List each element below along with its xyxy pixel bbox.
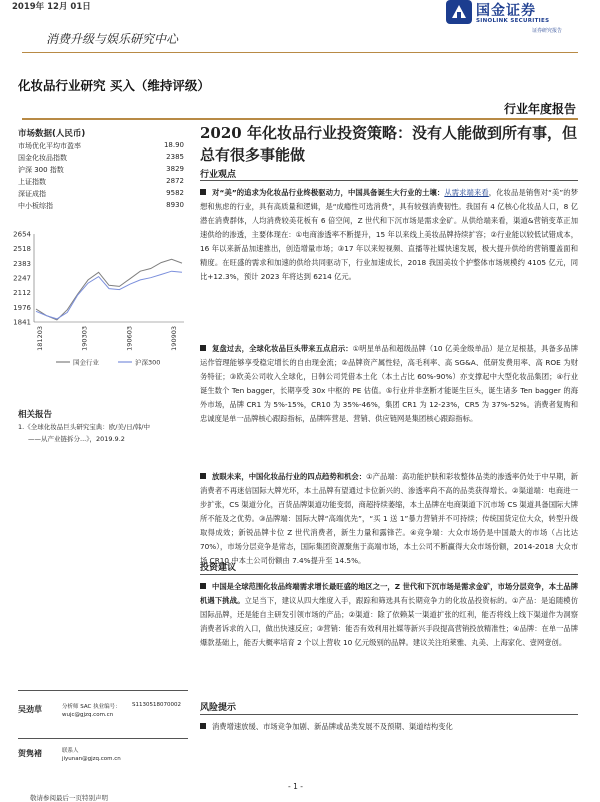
header-divider-bottom (22, 118, 578, 120)
x-tick-label: 190603 (125, 326, 134, 351)
y-tick-label: 2518 (13, 245, 31, 254)
section-title-risks: 风险提示 (200, 703, 237, 713)
index-line-chart (4, 226, 190, 376)
x-tick-label: 190303 (80, 326, 89, 351)
y-tick-label: 2654 (13, 230, 31, 239)
y-tick-label: 2383 (13, 259, 31, 268)
market-row (18, 189, 184, 200)
paragraph-risks (200, 720, 578, 734)
market-value: 2872 (166, 177, 184, 185)
logo-subtitle: 证券研究报告 (532, 28, 563, 34)
related-report-line[interactable]: 1.《全球化妆品巨头研究宝典：欧/美/日/韩/中 (18, 423, 150, 431)
market-row (18, 141, 184, 152)
section-title-advice: 投资建议 (200, 563, 237, 573)
market-value: 8930 (166, 201, 184, 209)
paragraph-lead: 放眼未来，中国化妆品行业的四点趋势和机会： (212, 472, 367, 481)
paragraph-trends (200, 470, 578, 568)
y-tick-label: 1841 (13, 318, 31, 327)
logo-mark-icon (446, 0, 472, 24)
market-label: 上证指数 (18, 178, 46, 186)
related-report-line[interactable]: ——从产业链拆分...》，2019.9.2 (28, 435, 125, 443)
paragraph-investment-advice (200, 580, 578, 650)
section-rule (200, 714, 578, 715)
market-row (18, 153, 184, 164)
market-value: 3829 (166, 165, 184, 173)
page-number: - 1 - (288, 782, 303, 791)
market-label: 深证成指 (18, 190, 46, 198)
paragraph-lead: 复盘过去，全球化妆品巨头带来五点启示： (212, 344, 353, 353)
paragraph-body: 立足当下，建议从四大维度入手，跟踪和筛选具有长期竞争力的化妆品投资标的。①产品：是追随模仿国际品牌，还是能自主研发引领市场的产品；②渠道：除了依赖某一渠道扩张的红利，能否将线上线下渠道作为洞察消费者诉求的入口，做出快速反应；③营销：能否有效利用社媒等新兴手段提高营销投放精准性；④品牌：在单一品牌爆款基础上，能否大概率培育 2 个以上营收 10 亿元级别的品牌。建议关注珀莱雅、丸美、上海家化、壹网壹创。 (200, 596, 578, 647)
series-line-1 (36, 271, 182, 319)
related-reports-title: 相关报告 (18, 410, 53, 420)
market-value: 2385 (166, 153, 184, 161)
analyst-role: 联系人 (62, 748, 79, 754)
market-label: 沪深 300 指数 (18, 166, 64, 174)
analyst-name: 贺隽褚 (18, 749, 42, 758)
header-divider-top (22, 52, 578, 53)
paragraph-global-lessons (200, 342, 578, 426)
y-tick-label: 1976 (13, 303, 31, 312)
x-tick-label: 181203 (36, 326, 44, 351)
market-row (18, 177, 184, 188)
paragraph-body: 消费增速放缓、市场竞争加剧、新品牌或品类发展不及预期、渠道结构变化 (212, 722, 453, 731)
x-tick-label: 190903 (170, 326, 178, 351)
analyst-name: 吴劲草 (18, 705, 42, 714)
bullet-icon (200, 189, 206, 195)
paragraph-lead: 中国是全球范围化妆品终端需求增长最旺盛的地区之一，Z 世代和下沉市场是需求金矿，市场分层竞争，本土品牌机遇下挑战。 (200, 582, 578, 605)
analyst-divider (18, 690, 188, 691)
series-line-0 (36, 259, 182, 320)
market-row (18, 165, 184, 176)
report-category-rating: 化妆品行业研究 买入（维持评级） (18, 78, 210, 93)
market-label: 中小板综指 (18, 202, 53, 210)
market-label: 国金化妆品指数 (18, 154, 67, 162)
analyst-sac-code: S1130518070002 (132, 702, 181, 708)
paragraph-lead: 对“美”的追求为化妆品行业终极驱动力，中国具备诞生大行业的土壤： (212, 188, 445, 197)
market-row (18, 201, 184, 212)
section-rule (200, 574, 578, 575)
legend-label: 沪深300 (135, 358, 161, 367)
market-data-title: 市场数据(人民币) (18, 129, 86, 139)
bullet-icon (200, 723, 206, 729)
disclaimer-note: 敬请参阅最后一页特别声明 (30, 794, 108, 802)
paragraph-body: ①明星单品和超级品牌（10 亿美金级单品）是立足根基，具备多品牌运作管理能够享受稳定增长的自由现金流；②品牌资产属性轻，高毛利率、高 SG&A、低研发费用率、高 ROE 为财务特征；③欧美公司收入全球化，日韩公司凭借本土化（本土占比 60%-90%）亦支撑起中大型化妆品集团；④行业诞生数个 Ten bagger，长期享受 30x 中枢的 PE 估值。⑤行业并非垄断才能诞生巨头，诞生诸多 Ten bagger 的海外市场，品牌 CR1 为 5%-15%，CR10 为 35%-46%，集团 CR1 为 12-23%，CR5 为 37%-52%。消费者复购和忠诚度是单一品牌核心跟踪指标，品牌阵营是、营销、供应链网是集团核心跟踪指标。 (200, 344, 578, 423)
report-title: 2020 年化妆品行业投资策略：没有人能做到所有事，但总有很多事能做 (200, 124, 577, 164)
report-type: 行业年度报告 (503, 102, 576, 116)
paragraph-link: 从需求端来看 (444, 188, 489, 197)
logo-name-en: SINOLINK SECURITIES (476, 18, 550, 24)
analyst-email[interactable]: jiyunan@gjzq.com.cn (62, 756, 121, 762)
paragraph-demand-supply (200, 186, 578, 284)
analyst-email[interactable]: wujc@gjzq.com.cn (62, 712, 114, 718)
legend-label: 国金行业 (73, 358, 99, 367)
market-value: 18.90 (163, 141, 184, 149)
market-label: 市场优化平均市盈率 (18, 142, 81, 150)
bullet-icon (200, 473, 206, 479)
brokerage-logo (446, 0, 576, 38)
research-center-name: 消费升级与娱乐研究中心 (46, 32, 179, 46)
section-rule (200, 180, 578, 181)
bullet-icon (200, 583, 206, 589)
y-tick-label: 2112 (13, 289, 31, 298)
analyst-role: 分析师 SAC 执业编号： (62, 704, 121, 710)
logo-name-cn: 国金证券 (476, 3, 536, 19)
market-value: 9582 (166, 189, 184, 197)
bullet-icon (200, 345, 206, 351)
paragraph-body: ①产品端：高功能护肤和彩妆整体品类的渗透率仍处于中早期，新消费者不再迷信国际大牌光环，本土品牌有望通过卡位新兴的、渗透率尚不高的品类获得增长。②渠道端：电商进一步扩张，CS 渠道分化，百货品牌渠道功能变弱，商超持续萎缩，本土品牌在电商渠道下沉市场 CS 渠道具备国际大牌所不能及之优势。③品牌端：国际大牌“高端优先”，“买 1 送 1”暴力营销并不可持续；传统国货定位大众，转型升级取得成效；新锐品牌卡位 Z 世代消费者，新生力量和露锋芒。④竞争端：大众市场仍是中国最大的市场（占比达 70%），市场分层竞争是常态，国际集团资源聚焦于高端市场，本土公司不断赢得大众市场份额，2014-2018 大众市场 CR10 中本土公司份额由 7.4%提升至 14.5%。 (200, 472, 578, 565)
section-title-views: 行业观点 (200, 170, 237, 180)
analyst-divider (18, 738, 188, 739)
paragraph-body: ，化妆品是销售对“美”的梦想和焦虑的行业，具有高质量和逻辑，是“成瘾性可选消费”，具有较强消费韧性。我国有 4 亿核心化妆品人口，8 亿潜在消费群体，人均消费较美花板有 6 倍空间，Z 世代和下沉市场是需求金矿。从供给端来看，渠道&营销变革正加速供给的渗透，主要体现在：①电商渗透率不断提升，15 年以来线上美妆品牌持续扩容；②行业能以较低试错成本，16 年以来新品加速推出，创造增量市场；③17 年以来短视频、直播等社媒快速发展，极大提升供给的营销覆盖面和精度。在旺盛的需求和加速的供给共同驱动下，行业加速成长，2018 我国美妆个护整体市场规模约 4105 亿元，同比+12.3%，预计 2023 年将达到 6214 亿元。 (200, 188, 579, 281)
y-tick-label: 2247 (13, 274, 31, 283)
report-date: 2019年 12月 01日 (12, 2, 91, 12)
